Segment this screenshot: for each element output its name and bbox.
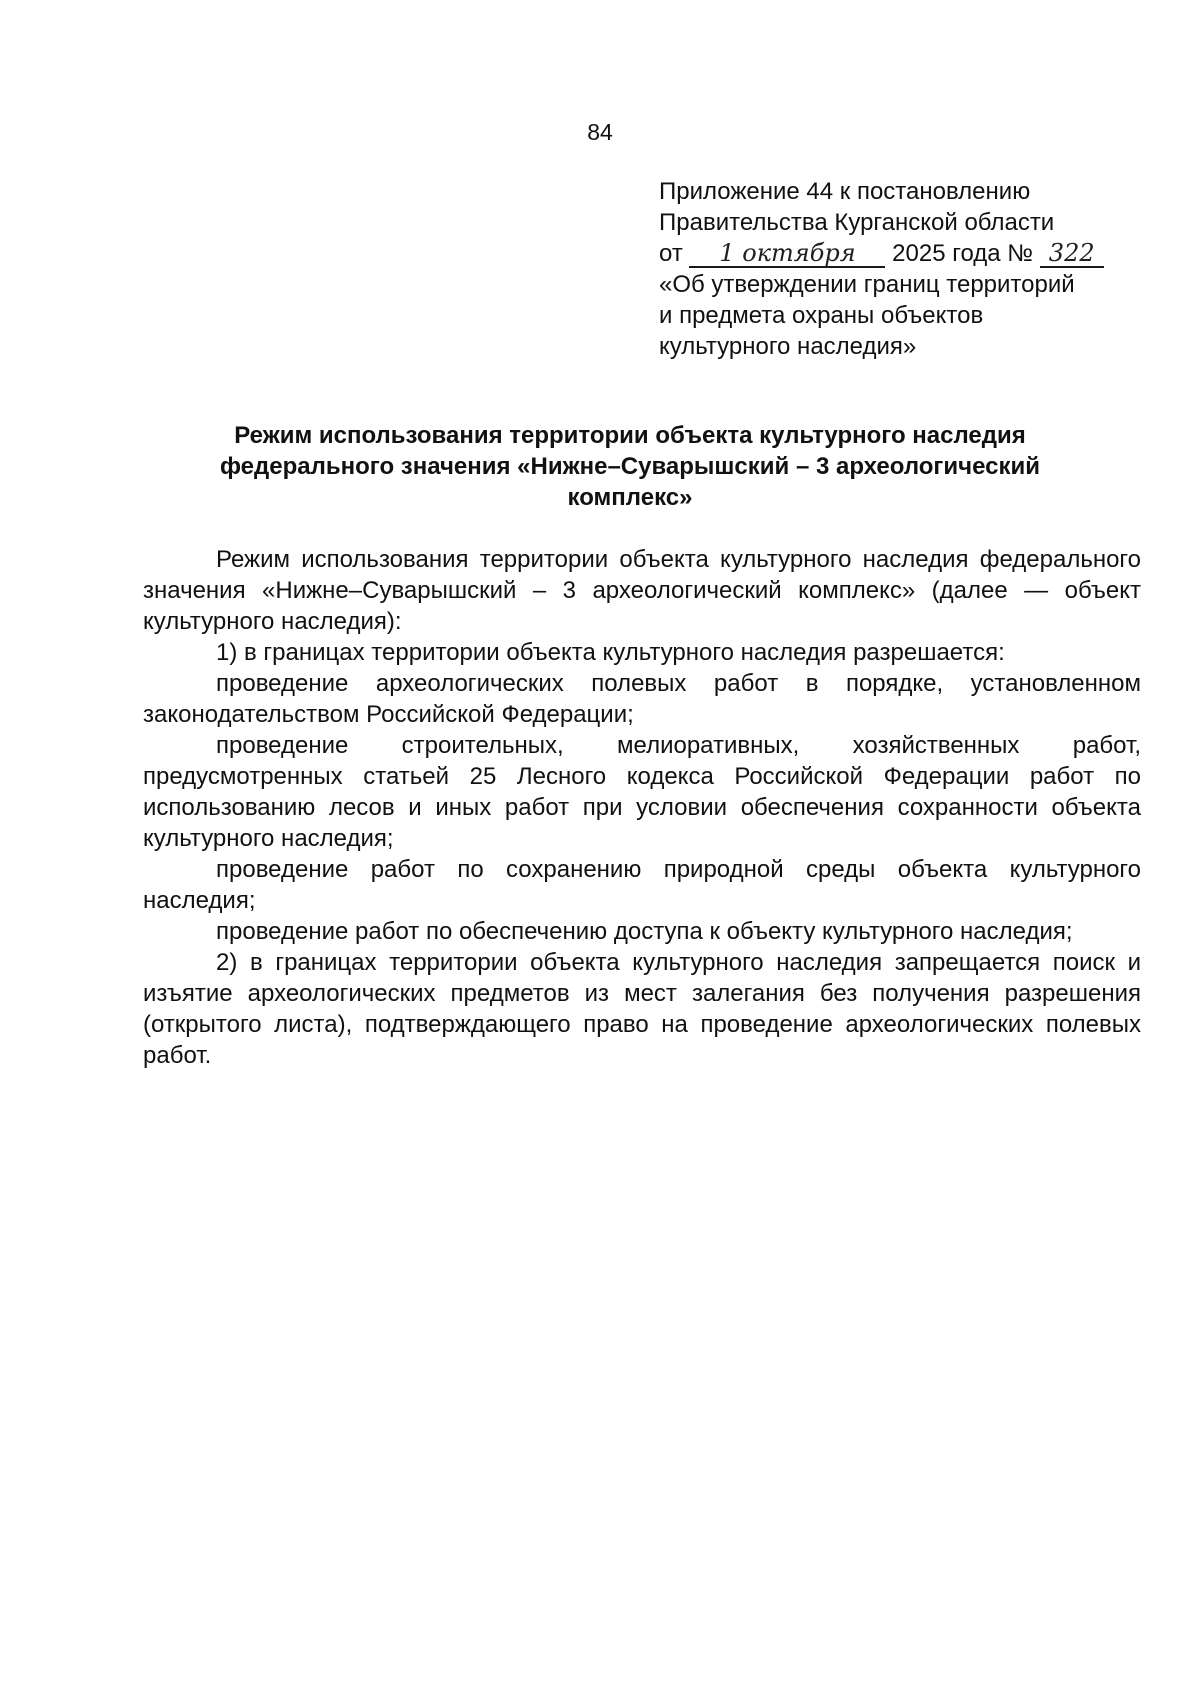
appendix-line-6: культурного наследия» <box>659 333 917 360</box>
item-2: 2) в границах территории объекта культурного наследия запрещается поиск и изъятие археологических предметов из мест залегания без получения разрешения (открытого листа), подтверждающего право на проведение археологических полевых работ. <box>143 949 1141 1069</box>
handwritten-number: 322 <box>1040 240 1104 268</box>
item-1-construction-works: проведение строительных, мелиоративных, хозяйственных работ, предусмотренных статьей 25 Лесного кодекса Российской Федерации работ по использованию лесов и иных работ при условии обеспечения сохранности объекта культурного наследия; <box>143 732 1141 852</box>
page-number: 84 <box>587 119 613 145</box>
handwritten-date: 1 октября <box>689 240 885 268</box>
date-prefix: от <box>659 240 690 267</box>
appendix-date-line <box>659 238 1129 269</box>
item-1-natural-environment: проведение работ по сохранению природной среды объекта культурного наследия; <box>143 856 1141 914</box>
title-line-2: федерального значения «Нижне–Суварышский – 3 археологический <box>219 453 1041 480</box>
intro-paragraph: Режим использования территории объекта культурного наследия федерального значения «Нижне–Суварышский – 3 археологический комплекс» (далее — объект культурного наследия): <box>143 546 1141 635</box>
appendix-header <box>659 176 1129 362</box>
appendix-line-4: «Об утверждении границ территорий <box>659 271 1075 298</box>
item-1-archaeological-works: проведение археологических полевых работ в порядке, установленном законодательством Российской Федерации; <box>143 670 1141 728</box>
appendix-line-2: Правительства Курганской области <box>659 209 1055 236</box>
appendix-line-1: Приложение 44 к постановлению <box>659 178 1031 205</box>
item-1: 1) в границах территории объекта культурного наследия разрешается: <box>216 639 1005 666</box>
document-title <box>150 420 1110 513</box>
title-line-1: Режим использования территории объекта культурного наследия <box>234 422 1026 449</box>
item-1-access-works: проведение работ по обеспечению доступа к объекту культурного наследия; <box>216 918 1073 945</box>
document-body <box>143 544 1141 1071</box>
title-line-3: комплекс» <box>567 484 693 511</box>
appendix-line-5: и предмета охраны объектов <box>659 302 984 329</box>
date-year: 2025 года № <box>885 240 1040 267</box>
